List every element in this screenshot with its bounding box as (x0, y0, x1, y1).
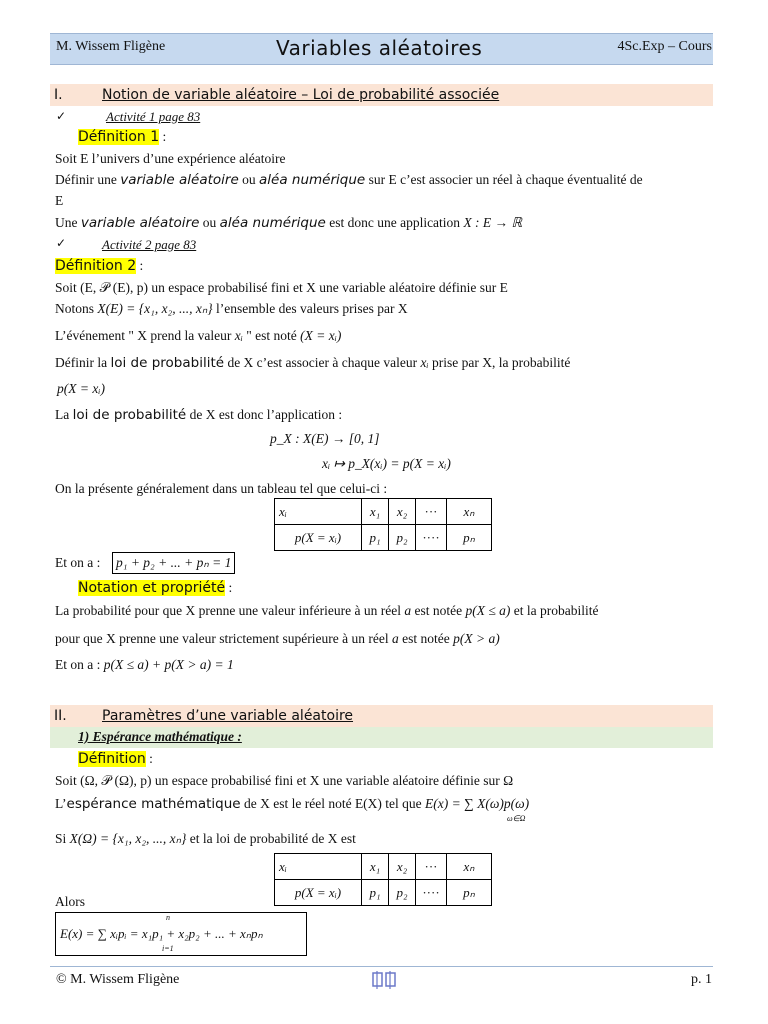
def1-line2 (55, 172, 643, 188)
prop-line3 (55, 657, 234, 673)
formula-top: n (166, 913, 170, 922)
notation-label: Notation et propriété (78, 580, 226, 596)
prop-line3-a: Et on a : (55, 657, 104, 672)
section1-number: I. (54, 87, 63, 103)
def2-line5-math: p(X = xᵢ) (57, 381, 105, 396)
prop-line2-m1: a (392, 631, 399, 646)
s2-line3-b: et la loi de probabilité de X est (186, 831, 356, 846)
table-cell: p₁ (362, 880, 389, 906)
activity2: Activité 2 page 83 (102, 237, 197, 252)
footer-copyright: © M. Wissem Fligène (56, 972, 180, 987)
distribution-table (274, 498, 492, 551)
table-cell: p₂ (389, 525, 416, 551)
section1-title: Notion de variable aléatoire – Loi de probabilité associée (102, 87, 500, 103)
table-cell: pₙ (447, 880, 492, 906)
def2-line4-d: prise par X, la probabilité (428, 355, 571, 370)
check-icon: ✓ (56, 236, 67, 250)
def2-line2-a: Notons (55, 301, 98, 316)
def2-line4-c: de X c’est associer à chaque valeur (224, 355, 421, 370)
logo-icon (372, 970, 396, 994)
table-row (275, 854, 492, 880)
def1-heading: Définition 1 : (78, 129, 167, 145)
table-row (275, 499, 492, 525)
prop-line2-a: pour que X prenne une valeur strictement supérieure à un réel (55, 631, 392, 646)
esperance-formula-box (55, 912, 307, 956)
table-cell: x₁ (362, 499, 389, 525)
def1-line2-b: variable aléatoire (120, 172, 239, 188)
def2-line3-m2: (X = xᵢ) (300, 328, 342, 343)
prop-line2 (55, 631, 500, 647)
def1-line3: E (55, 193, 64, 208)
table-row (275, 880, 492, 906)
def2-line4-m: xᵢ (420, 355, 429, 370)
def2-line6-c: de X est donc l’application : (186, 407, 343, 422)
def1-line4-e: est donc une application (325, 215, 464, 230)
section2-title: Paramètres d’une variable aléatoire (102, 708, 354, 724)
alors-label: Alors (55, 894, 85, 909)
formula-bottom: i=1 (162, 944, 174, 953)
def1-label: Définition 1 (78, 129, 160, 145)
def2-heading: Définition 2 : (55, 258, 144, 274)
table-cell: xᵢ (275, 854, 362, 880)
s2-line2-a: L’ (55, 796, 67, 811)
table-cell: p₁ (362, 525, 389, 551)
notation-heading: Notation et propriété : (78, 580, 233, 596)
map-line1: p_X : X(E) → [0, 1] (270, 431, 380, 446)
def1-line1: Soit E l’univers d’une expérience aléatoire (55, 151, 286, 166)
prop-line1-a: La probabilité pour que X prenne une valeur inférieure à un réel (55, 603, 405, 618)
s2-line1: Soit (Ω, 𝒫 (Ω), p) un espace probabilisé fini et X une variable aléatoire définie sur Ω (55, 773, 514, 788)
map-line2: xᵢ ↦ p_X(xᵢ) = p(X = xᵢ) (322, 456, 451, 471)
header-title: Variables aléatoires (276, 36, 483, 60)
table-cell: xₙ (447, 499, 492, 525)
def1-line2-e: sur E c’est associer un réel à chaque éventualité de (365, 172, 643, 187)
section2-number: II. (54, 708, 67, 724)
def1-line2-d: aléa numérique (259, 172, 366, 188)
def1-line4-math: X : E → ℝ (463, 215, 523, 230)
table-cell: ··· (416, 499, 447, 525)
subsection-title: 1) Espérance mathématique : (78, 729, 242, 744)
def2-line3 (55, 328, 341, 344)
table-cell: p(X = xᵢ) (275, 525, 362, 551)
def1-line4-b: variable aléatoire (80, 215, 200, 231)
s2-line3-a: Si (55, 831, 70, 846)
def2-line6-b: loi de probabilité (72, 407, 187, 423)
table-intro: On la présente généralement dans un tableau tel que celui-ci : (55, 481, 388, 496)
def1-line4-d: aléa numérique (219, 215, 326, 231)
prop-line1 (55, 603, 598, 619)
def2-line4 (55, 355, 570, 371)
def2-line2 (55, 301, 408, 317)
def2-line3-m1: xᵢ (234, 328, 243, 343)
prop-line1-b: est notée (411, 603, 466, 618)
table-cell: x₂ (389, 499, 416, 525)
table-cell: ··· (416, 854, 447, 880)
table-cell: ···· (416, 880, 447, 906)
def2-line3-b: " est noté (242, 328, 301, 343)
prop-line1-m2: p(X ≤ a) (465, 603, 511, 618)
def1-line4 (55, 215, 522, 231)
def2-line3-a: L’événement " X prend la valeur (55, 328, 235, 343)
prop-line3-math: p(X ≤ a) + p(X > a) = 1 (103, 657, 234, 672)
distribution-table-2 (274, 853, 492, 906)
def1-line4-a: Une (55, 215, 81, 230)
def2-line1: Soit (E, 𝒫 (E), p) un espace probabilisé fini et X une variable aléatoire définie sur E (55, 280, 508, 295)
s2-line2-b: espérance mathématique (66, 796, 241, 812)
def2-line4-a: Définir la (55, 355, 111, 370)
def2-line4-b: loi de probabilité (110, 355, 225, 371)
header-level: 4Sc.Exp – Cours (617, 39, 712, 54)
s2-line3-math: X(Ω) = {x₁, x₂, ..., xₙ} (69, 831, 187, 846)
s2-line3 (55, 831, 356, 847)
check-icon: ✓ (56, 109, 67, 123)
header-author: M. Wissem Fligène (56, 39, 166, 54)
def1-line2-c: ou (238, 172, 259, 187)
def2-line6-a: La (55, 407, 73, 422)
s2-line2 (55, 796, 529, 812)
prop-line2-b: est notée (398, 631, 454, 646)
table-cell: p₂ (389, 880, 416, 906)
table-cell: x₁ (362, 854, 389, 880)
s2-line2-c: de X est le réel noté E(X) tel que (240, 796, 426, 811)
esperance-formula: E(x) = ∑ xᵢpᵢ = x₁p₁ + x₂p₂ + ... + xₙpₙ (60, 926, 263, 941)
table-cell: x₂ (389, 854, 416, 880)
table-cell: pₙ (447, 525, 492, 551)
table-cell: xₙ (447, 854, 492, 880)
table-cell: xᵢ (275, 499, 362, 525)
s2-line2-math: E(x) = ∑ X(ω)p(ω) (425, 796, 530, 811)
prop-line2-m2: p(X > a) (453, 631, 500, 646)
table-cell: p(X = xᵢ) (275, 880, 362, 906)
sum-formula: p₁ + p₂ + ... + pₙ = 1 (112, 552, 235, 574)
table-cell: ···· (416, 525, 447, 551)
def1-line2-a: Définir une (55, 172, 121, 187)
sum-label: Et on a : (55, 555, 101, 570)
prop-line1-c: et la probabilité (510, 603, 599, 618)
def2-line2-math: X(E) = {x₁, x₂, ..., xₙ} (97, 301, 213, 316)
footer-page: p. 1 (691, 972, 712, 987)
footer-divider (50, 966, 713, 967)
def3-heading: Définition : (78, 751, 153, 767)
def2-line6 (55, 407, 342, 423)
prop-line1-m1: a (404, 603, 412, 618)
table-row (275, 525, 492, 551)
def2-label: Définition 2 (55, 258, 137, 274)
activity1: Activité 1 page 83 (106, 109, 201, 124)
s2-line2-sub: ω∈Ω (507, 814, 526, 823)
def2-line2-b: l’ensemble des valeurs prises par X (212, 301, 408, 316)
def3-label: Définition (78, 751, 146, 767)
def1-line4-c: ou (199, 215, 220, 230)
